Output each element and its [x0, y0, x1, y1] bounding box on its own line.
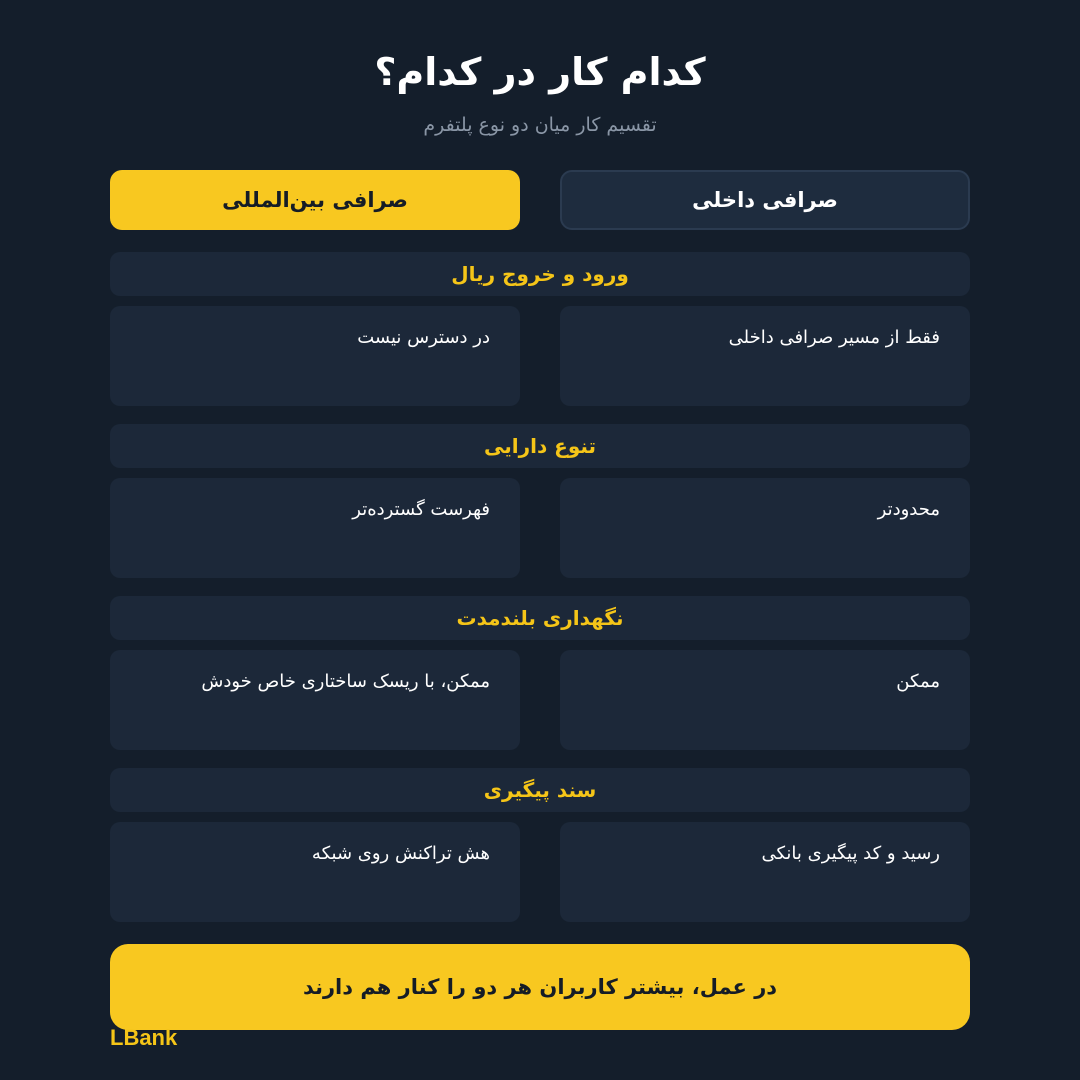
section-header-rial-transfer: ورود و خروج ریال: [110, 252, 970, 296]
cell-international-tracking-document: هش تراکنش روی شبکه: [110, 822, 520, 922]
cell-domestic-tracking-document: رسید و کد پیگیری بانکی: [560, 822, 970, 922]
section-header-asset-variety: تنوع دارایی: [110, 424, 970, 468]
section-header-long-term-holding: نگهداری بلندمدت: [110, 596, 970, 640]
cell-domestic-asset-variety: محدودتر: [560, 478, 970, 578]
tab-domestic-exchange[interactable]: صرافی داخلی: [560, 170, 970, 230]
page-subtitle: تقسیم کار میان دو نوع پلتفرم: [423, 114, 657, 136]
page-title: کدام کار در کدام؟: [374, 50, 706, 94]
cell-domestic-long-term-holding: ممکن: [560, 650, 970, 750]
cell-international-long-term-holding: ممکن، با ریسک ساختاری خاص خودش: [110, 650, 520, 750]
tab-international-exchange[interactable]: صرافی بین‌المللی: [110, 170, 520, 230]
cell-international-asset-variety: فهرست گسترده‌تر: [110, 478, 520, 578]
cell-domestic-rial-transfer: فقط از مسیر صرافی داخلی: [560, 306, 970, 406]
brand-logo: LBank: [110, 1025, 178, 1050]
section-header-tracking-document: سند پیگیری: [110, 768, 970, 812]
cell-international-rial-transfer: در دسترس نیست: [110, 306, 520, 406]
conclusion-banner: در عمل، بیشتر کاربران هر دو را کنار هم دارند: [110, 944, 970, 1030]
